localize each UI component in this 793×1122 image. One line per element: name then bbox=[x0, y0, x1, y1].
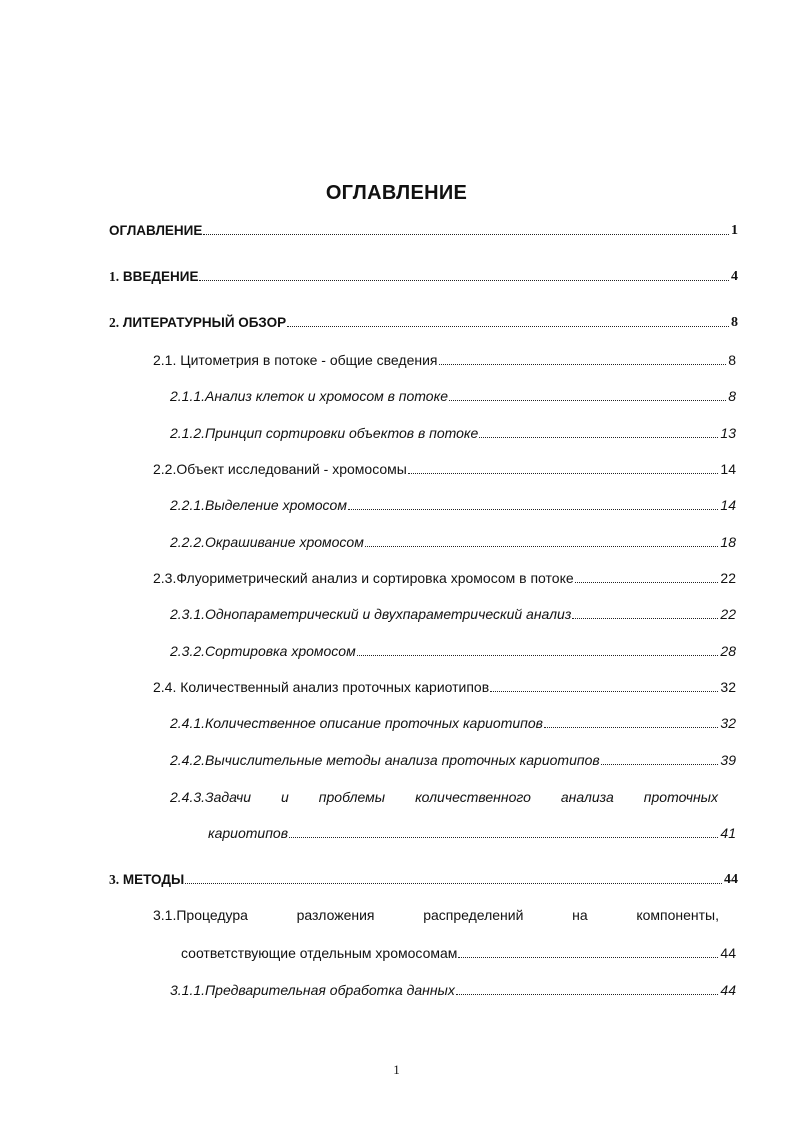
toc-word: количественного bbox=[415, 789, 531, 805]
toc-leader bbox=[185, 883, 722, 884]
toc-page: 18 bbox=[720, 534, 736, 550]
toc-word: и bbox=[281, 789, 289, 805]
toc-leader bbox=[439, 364, 727, 365]
toc-page: 14 bbox=[720, 497, 736, 513]
toc-label: 2.4.2.Вычислительные методы анализа проточных кариотипов bbox=[170, 752, 600, 768]
toc-label: 2.2.2.Окрашивание хромосом bbox=[170, 534, 364, 550]
toc-leader bbox=[289, 837, 718, 838]
toc-page: 44 bbox=[724, 872, 738, 887]
toc-leader bbox=[357, 655, 719, 656]
toc-label: МЕТОДЫ bbox=[122, 872, 185, 887]
toc-leader bbox=[572, 618, 718, 619]
toc-page: 22 bbox=[720, 606, 736, 622]
toc-leader bbox=[449, 400, 726, 401]
toc-label: 2.1. Цитометрия в потоке - общие сведения bbox=[153, 352, 438, 368]
toc-page: 32 bbox=[720, 679, 736, 695]
toc-page: 8 bbox=[728, 388, 736, 404]
toc-page: 28 bbox=[720, 643, 736, 659]
toc-leader bbox=[199, 280, 729, 281]
toc-entry bbox=[153, 352, 736, 369]
toc-prefix: 2. bbox=[109, 315, 120, 330]
toc-word: 3.1.Процедура bbox=[153, 907, 248, 923]
toc-label: ОГЛАВЛЕНИЕ bbox=[109, 223, 203, 238]
toc-leader bbox=[575, 582, 719, 583]
toc-word: на bbox=[572, 907, 588, 923]
toc-label: 3.1.1.Предварительная обработка данных bbox=[170, 982, 455, 998]
toc-page: 41 bbox=[720, 825, 736, 841]
toc-entry-continuation bbox=[181, 945, 736, 962]
toc-leader bbox=[365, 546, 719, 547]
toc-entry-justified-line bbox=[170, 789, 718, 806]
page-title: ОГЛАВЛЕНИЕ bbox=[325, 182, 468, 204]
toc-leader bbox=[203, 234, 729, 235]
toc-label: ВВЕДЕНИЕ bbox=[122, 269, 199, 284]
toc-page: 39 bbox=[720, 752, 736, 768]
toc-entry-contents bbox=[109, 222, 738, 239]
toc-word: 2.4.3.Задачи bbox=[170, 789, 252, 805]
toc-entry bbox=[170, 497, 736, 514]
toc-entry-introduction bbox=[109, 268, 738, 285]
toc-word: разложения bbox=[296, 907, 375, 923]
toc-page: 44 bbox=[720, 945, 736, 961]
toc-entry bbox=[170, 534, 736, 551]
toc-label: соответствующие отдельным хромосомам bbox=[181, 945, 458, 961]
toc-page: 8 bbox=[731, 315, 738, 330]
toc-page: 22 bbox=[720, 570, 736, 586]
toc-word: распределений bbox=[423, 907, 524, 923]
toc-page: 44 bbox=[720, 982, 736, 998]
toc-label: 2.4.1.Количественное описание проточных кариотипов bbox=[170, 715, 543, 731]
toc-label: 2.2.Объект исследований - хромосомы bbox=[153, 461, 407, 477]
toc-label: 2.3.2.Сортировка хромосом bbox=[170, 643, 356, 659]
toc-page: 32 bbox=[720, 715, 736, 731]
page-number: 1 bbox=[393, 1062, 400, 1077]
toc-label: 2.1.2.Принцип сортировки объектов в потоке bbox=[170, 425, 479, 441]
toc-entry bbox=[170, 982, 736, 999]
toc-label: 2.3.1.Однопараметрический и двухпараметрический анализ bbox=[170, 606, 572, 622]
toc-leader bbox=[601, 764, 719, 765]
toc-word: проточных bbox=[643, 789, 718, 805]
toc-entry bbox=[153, 679, 736, 696]
toc-entry-continuation bbox=[208, 825, 736, 842]
toc-page: 1 bbox=[731, 223, 738, 238]
toc-leader bbox=[544, 727, 718, 728]
toc-leader bbox=[348, 509, 719, 510]
toc-entry bbox=[170, 752, 736, 769]
toc-entry bbox=[170, 715, 736, 732]
toc-label: ЛИТЕРАТУРНЫЙ ОБЗОР bbox=[122, 315, 287, 330]
toc-entry bbox=[153, 461, 736, 478]
toc-leader bbox=[408, 473, 719, 474]
toc-leader bbox=[287, 326, 729, 327]
toc-label: 2.4. Количественный анализ проточных кариотипов bbox=[153, 679, 490, 695]
toc-word: проблемы bbox=[318, 789, 386, 805]
toc-entry bbox=[170, 388, 736, 405]
toc-entry-literature-review bbox=[109, 314, 738, 331]
toc-leader bbox=[479, 437, 718, 438]
toc-page: 13 bbox=[720, 425, 736, 441]
toc-label: 2.3.Флуориметрический анализ и сортировка хромосом в потоке bbox=[153, 570, 574, 586]
toc-entry bbox=[170, 425, 736, 442]
toc-label: 2.1.1.Анализ клеток и хромосом в потоке bbox=[170, 388, 448, 404]
toc-entry bbox=[170, 643, 736, 660]
toc-entry bbox=[153, 570, 736, 587]
toc-leader bbox=[458, 957, 718, 958]
toc-prefix: 1. bbox=[109, 269, 120, 284]
toc-page: 8 bbox=[728, 352, 736, 368]
toc-entry-methods bbox=[109, 871, 738, 888]
toc-label: 2.2.1.Выделение хромосом bbox=[170, 497, 347, 513]
toc-page: 14 bbox=[720, 461, 736, 477]
toc-leader bbox=[490, 691, 718, 692]
toc-word: анализа bbox=[560, 789, 614, 805]
toc-prefix: 3. bbox=[109, 872, 120, 887]
toc-page: 4 bbox=[731, 269, 738, 284]
toc-leader bbox=[456, 994, 719, 995]
toc-label: кариотипов bbox=[208, 825, 289, 841]
toc-entry bbox=[170, 606, 736, 623]
toc-word: компоненты, bbox=[636, 907, 719, 923]
toc-entry-justified-line bbox=[153, 907, 719, 924]
